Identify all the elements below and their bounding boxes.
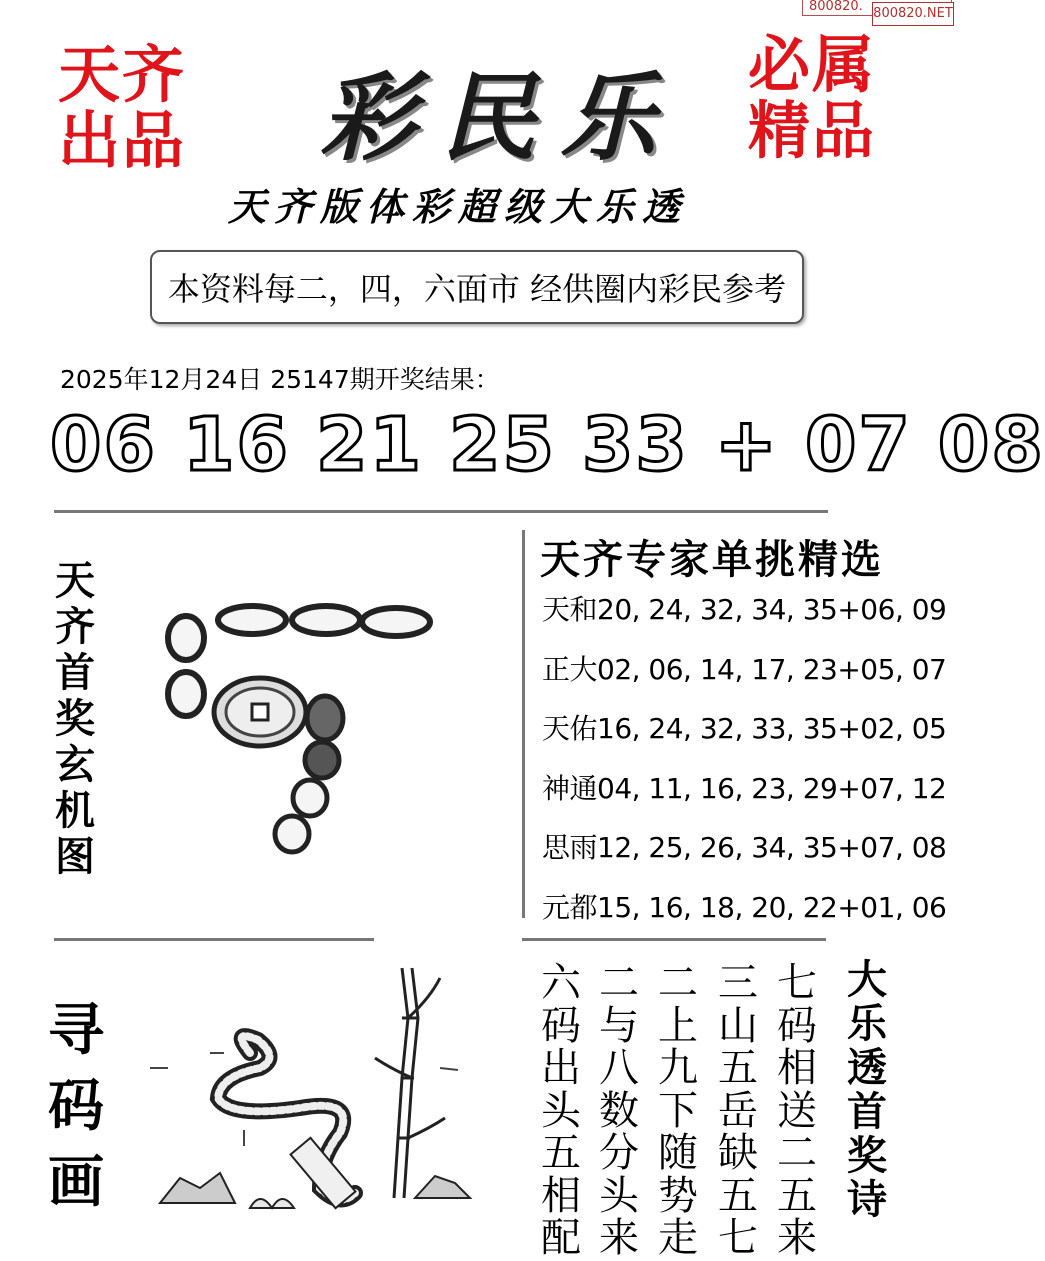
poem-column-text (715, 962, 761, 1260)
title-char: 机 (55, 787, 95, 834)
front-number: 16 (182, 402, 290, 488)
ring-shape (275, 816, 309, 852)
notice-box (150, 250, 804, 324)
title-char: 奖 (55, 695, 95, 742)
poem-char: 出 (541, 1045, 581, 1091)
left-corner-line-1: 天齐 (58, 38, 187, 111)
title-char: 诗 (847, 1176, 887, 1223)
title-char: 寻 (48, 997, 104, 1063)
title-char: 码 (48, 1073, 104, 1139)
poem-char: 来 (777, 1215, 817, 1261)
poem-column-5 (538, 962, 584, 1260)
poem-char: 码 (777, 1002, 817, 1049)
divider-left-bottom (54, 938, 374, 941)
pick-row: 元都15, 16, 18, 20, 22+01, 06 (542, 890, 947, 924)
right-corner-line-1: 必属 (748, 28, 877, 101)
title-char: 首 (847, 1088, 887, 1135)
poem-char: 码 (541, 1002, 581, 1049)
poem-char: 分 (599, 1130, 639, 1176)
ring-shape (168, 672, 204, 716)
poem-char: 与 (599, 1002, 639, 1049)
poem-char: 五 (718, 1172, 758, 1219)
bamboo-shape (375, 968, 445, 1198)
ring-shape (218, 606, 286, 634)
poem-char: 五 (541, 1130, 581, 1176)
poem-char: 相 (777, 1045, 817, 1091)
poem-char: 数 (599, 1087, 639, 1134)
poem-char: 来 (599, 1215, 639, 1261)
poem-char: 送 (777, 1087, 817, 1134)
poem-char: 三 (718, 960, 758, 1006)
poem-title (842, 958, 892, 1222)
poem-char: 上 (658, 1002, 698, 1049)
poem-char: 缺 (718, 1130, 758, 1176)
poem-char: 七 (777, 960, 817, 1006)
left-corner-line-2: 出品 (58, 104, 187, 177)
poem-column-4 (596, 962, 642, 1260)
back-number: 07 (804, 402, 912, 488)
winning-numbers (50, 400, 1045, 490)
poem-char: 二 (658, 960, 698, 1006)
front-number: 21 (315, 402, 423, 488)
title-char: 奖 (847, 1132, 887, 1179)
ring-shape (362, 608, 430, 636)
code-picture-title (44, 992, 108, 1220)
ring-shape (168, 616, 204, 660)
right-corner-line-2: 精品 (748, 94, 877, 167)
poem-char: 头 (541, 1087, 581, 1134)
pick-row: 天和20, 24, 32, 34, 35+06, 09 (542, 593, 947, 626)
right-corner-slogan (748, 28, 877, 167)
plus-sign: + (714, 402, 779, 488)
divider-vertical (522, 530, 525, 918)
pick-row: 神通04, 11, 16, 23, 29+07, 12 (542, 771, 947, 805)
notice-text: 本资料每二，四，六面市 经供圈内彩民参考 (167, 270, 787, 308)
front-number: 33 (581, 402, 689, 488)
title-char: 透 (847, 1044, 887, 1091)
poem-char: 势 (658, 1172, 698, 1219)
pick-row: 正大02, 06, 14, 17, 23+05, 07 (542, 652, 947, 686)
poem-char: 随 (658, 1130, 698, 1176)
title-char: 图 (55, 833, 95, 880)
poem-char: 走 (658, 1215, 698, 1261)
poem-char: 二 (599, 960, 639, 1006)
title-char: 乐 (847, 1000, 887, 1047)
poem-column-text (596, 962, 642, 1260)
expert-title: 天齐专家单挑精选 (540, 536, 884, 583)
poem-char: 八 (599, 1045, 639, 1091)
poem-column-3 (655, 962, 701, 1260)
pick-row: 天佑16, 24, 32, 33, 35+02, 05 (542, 712, 947, 746)
rock-shape (415, 1176, 470, 1198)
poem-char: 配 (541, 1215, 581, 1261)
page-title: 彩民乐 (320, 61, 680, 174)
watermark-back-text: 800820. (802, 0, 952, 16)
watermark-tag: 800820.NET (872, 2, 954, 26)
result-label: 2025年12月24日 25147期开奖结果： (60, 365, 500, 394)
back-number: 08 (937, 402, 1045, 488)
rock-shape (160, 1173, 235, 1203)
poem-char: 相 (541, 1172, 581, 1219)
title-char: 首 (55, 649, 95, 696)
watermark (786, 0, 956, 30)
poem-column-text (774, 962, 820, 1260)
pick-row: 思雨12, 25, 26, 34, 35+07, 08 (542, 831, 947, 865)
divider-top (54, 510, 828, 513)
poem-column-text (538, 962, 584, 1260)
poem-char: 七 (718, 1215, 758, 1261)
ring-shape (293, 780, 327, 816)
poem-column-text (655, 962, 701, 1260)
flower-shape (250, 1199, 294, 1208)
title-char: 大 (847, 956, 887, 1003)
title-char: 画 (48, 1149, 104, 1215)
title-char: 齐 (55, 603, 95, 650)
title-char: 玄 (55, 741, 95, 788)
coin-shape (214, 678, 306, 746)
poem-char: 九 (658, 1045, 698, 1091)
ring-shape (292, 606, 360, 634)
ring-shape (305, 742, 339, 778)
page-subtitle: 天齐版体彩超级大乐透 (228, 184, 689, 229)
poem-column-2 (715, 962, 761, 1260)
front-number: 06 (50, 402, 157, 488)
poem-column-1 (774, 962, 820, 1260)
mystery-chart-drawing (150, 590, 450, 860)
poem-char: 五 (718, 1045, 758, 1091)
left-corner-slogan (58, 38, 187, 177)
expert-picks-list (542, 588, 947, 946)
poem-char: 六 (541, 960, 581, 1006)
code-picture-drawing (140, 958, 490, 1228)
poem-char: 岳 (718, 1087, 758, 1134)
poem-char: 五 (777, 1172, 817, 1219)
poem-char: 下 (658, 1087, 698, 1134)
poem-char: 二 (777, 1130, 817, 1176)
title-char: 天 (55, 557, 95, 604)
front-number: 25 (448, 402, 556, 488)
ring-shape (307, 696, 343, 740)
mystery-chart-title (50, 558, 100, 880)
poem-char: 山 (718, 1002, 758, 1049)
poem-char: 头 (599, 1172, 639, 1219)
